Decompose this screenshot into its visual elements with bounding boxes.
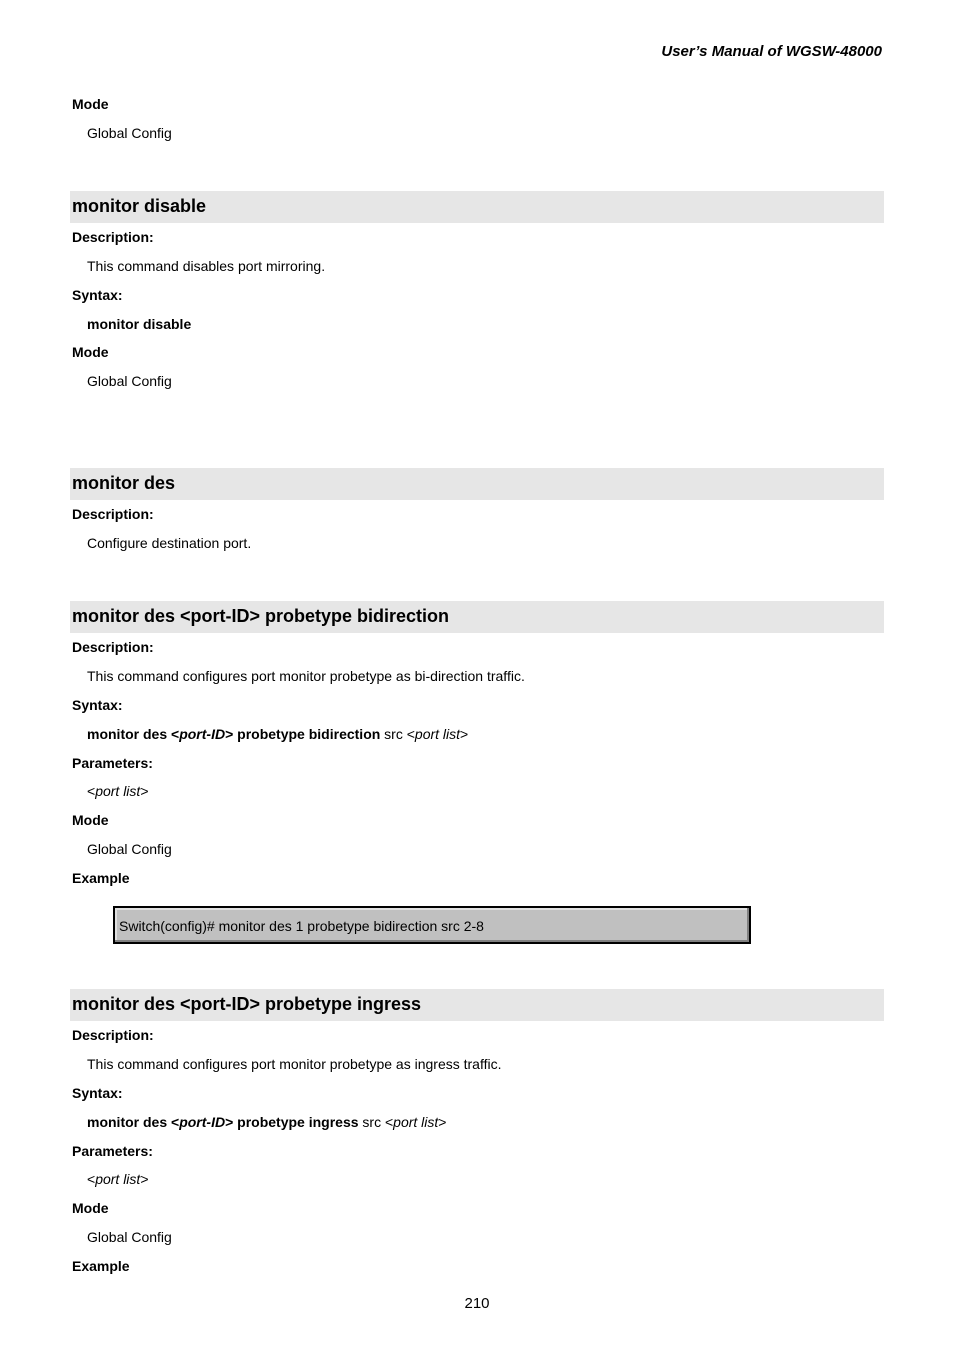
syntax-label: Syntax: — [72, 287, 123, 303]
section-heading-probetype-bidirection — [70, 601, 884, 633]
section-heading-monitor-des — [70, 468, 884, 500]
param-name: port list — [95, 783, 141, 799]
syntax-text: monitor disable — [87, 316, 192, 332]
syntax-bracket: > — [225, 1114, 234, 1130]
syntax-label: Syntax: — [72, 1085, 123, 1101]
mode-label: Mode — [72, 344, 109, 360]
syntax-label: Syntax: — [72, 697, 123, 713]
syntax-bracket: > — [460, 726, 469, 742]
example-code: Switch(config)# monitor des 1 probetype bidirection src 2-8 — [119, 918, 484, 934]
syntax-param: port-ID — [179, 1114, 226, 1130]
syntax-bracket: < — [171, 1114, 180, 1130]
syntax-bracket: > — [225, 726, 234, 742]
syntax-param: port list — [393, 1114, 439, 1130]
example-label: Example — [72, 870, 130, 886]
example-code-box — [113, 906, 751, 944]
description-text: Configure destination port. — [87, 535, 252, 551]
syntax-keyword: probetype bidirection — [233, 726, 381, 742]
mode-label: Mode — [72, 812, 109, 828]
section-heading-monitor-disable — [70, 191, 884, 223]
syntax-src: src < — [358, 1114, 394, 1130]
section-title: monitor des <port-ID> probetype ingress — [72, 994, 422, 1014]
example-label: Example — [72, 1258, 130, 1274]
description-text: This command disables port mirroring. — [87, 258, 326, 274]
mode-value: Global Config — [87, 841, 172, 857]
syntax-param: port-ID — [179, 726, 226, 742]
syntax-bracket: > — [438, 1114, 447, 1130]
syntax-text — [87, 726, 468, 742]
param-bracket: < — [87, 1171, 96, 1187]
param-name: port list — [95, 1171, 141, 1187]
syntax-keyword: probetype ingress — [233, 1114, 359, 1130]
description-text: This command configures port monitor probetype as bi-direction traffic. — [87, 668, 525, 684]
param-bracket: > — [140, 783, 149, 799]
mode-value: Global Config — [87, 125, 172, 141]
section-title: monitor disable — [72, 196, 207, 216]
syntax-src: src < — [380, 726, 415, 742]
description-label: Description: — [72, 229, 154, 245]
mode-value: Global Config — [87, 373, 172, 389]
param-bracket: < — [87, 783, 96, 799]
syntax-text — [87, 1114, 446, 1130]
description-label: Description: — [72, 1027, 154, 1043]
syntax-command: monitor des — [87, 726, 172, 742]
mode-value: Global Config — [87, 1229, 172, 1245]
mode-label: Mode — [72, 96, 109, 112]
section-title: monitor des <port-ID> probetype bidirection — [72, 606, 450, 626]
param-bracket: > — [140, 1171, 149, 1187]
description-label: Description: — [72, 506, 154, 522]
parameters-label: Parameters: — [72, 755, 153, 771]
parameter-item — [87, 783, 149, 799]
syntax-param: port list — [414, 726, 461, 742]
section-title: monitor des — [72, 473, 176, 493]
parameters-label: Parameters: — [72, 1143, 153, 1159]
description-text: This command configures port monitor probetype as ingress traffic. — [87, 1056, 502, 1072]
syntax-bracket: < — [171, 726, 180, 742]
section-heading-probetype-ingress — [70, 989, 884, 1021]
description-label: Description: — [72, 639, 154, 655]
parameter-item — [87, 1171, 149, 1187]
document-header: User’s Manual of WGSW-48000 — [661, 43, 882, 60]
page-number: 210 — [464, 1295, 490, 1312]
mode-label: Mode — [72, 1200, 109, 1216]
syntax-command: monitor des — [87, 1114, 172, 1130]
